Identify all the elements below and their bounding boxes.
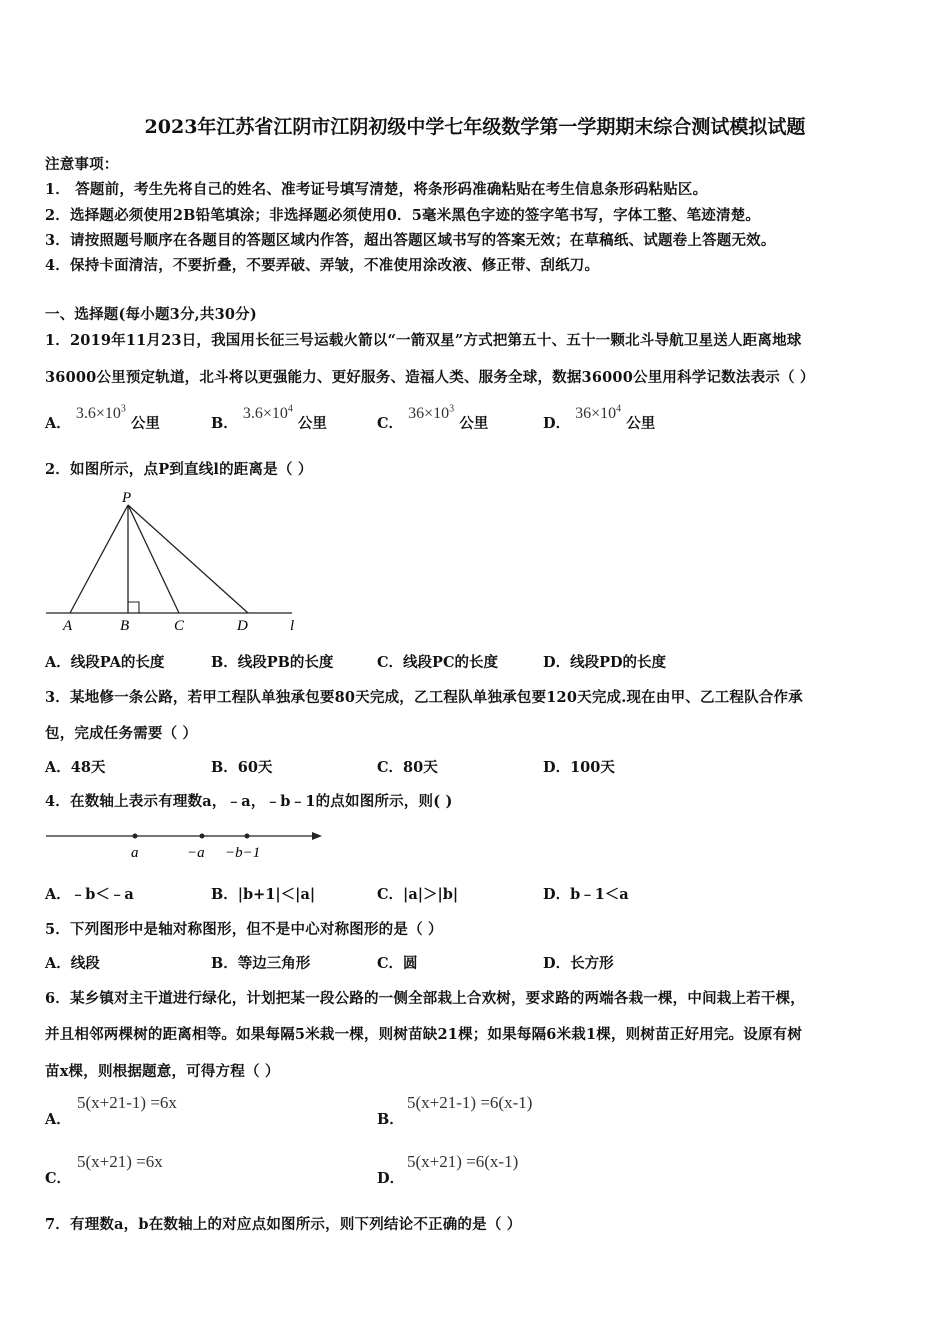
option-exp: 4 — [616, 403, 622, 415]
point-neg-a — [200, 834, 205, 839]
question-2-stem: 2．如图所示，点P到直线l的距离是（ ） — [45, 461, 313, 478]
question-6-stem: 6．某乡镇对主干道进行绿化，计划把某一段公路的一侧全部栽上合欢树，要求路的两端各栽一棵，中间栽上若干棵， — [45, 990, 805, 1007]
label-b: B — [120, 618, 130, 634]
notice-item: 3．请按照题号顺序在各题目的答题区域内作答，超出答题区域书写的答案无效；在草稿纸、试题卷上答题无效。 — [45, 232, 776, 249]
option-6d-equation: 5(x+21) =6(x-1) — [407, 1152, 519, 1171]
option-4b: B．|b+1|＜|a| — [211, 886, 316, 903]
question-5-stem: 5．下列图形中是轴对称图形，但不是中心对称图形的是（ ） — [45, 921, 443, 938]
question-6-stem: 并且相邻两棵树的距离相等。如果每隔5米栽一棵，则树苗缺21棵；如果每隔6米栽1棵，则树苗正好用完。设原有树 — [45, 1026, 803, 1043]
option-1d — [543, 403, 656, 433]
option-5a: A．线段 — [45, 955, 100, 972]
option-6c-equation: 5(x+21) =6x — [77, 1152, 163, 1171]
question-6-stem: 苗x棵，则根据题意，可得方程（ ） — [45, 1063, 280, 1080]
segment-pa — [70, 505, 128, 613]
option-3b: B．60天 — [211, 759, 273, 776]
option-2a: A．线段PA的长度 — [45, 654, 165, 671]
point-a — [133, 834, 138, 839]
label-neg-b-1: −b−1 — [225, 845, 261, 861]
option-math — [243, 405, 293, 422]
option-unit: 公里 — [130, 415, 160, 432]
option-exp: 3 — [120, 403, 126, 415]
segment-pd — [128, 505, 248, 613]
option-exp: 4 — [287, 403, 293, 415]
option-2b: B．线段PB的长度 — [211, 654, 334, 671]
notice-item: 1． 答题前，考生先将自己的姓名、准考证号填写清楚，将条形码准确粘贴在考生信息条形码粘贴区。 — [45, 181, 708, 198]
option-4a: A．﹣b＜﹣a — [45, 886, 134, 903]
question-1-stem: 1．2019年11月23日，我国用长征三号运载火箭以“一箭双星”方式把第五十、五十一颗北斗导航卫星送人距离地球 — [45, 332, 802, 349]
notice-heading: 注意事项： — [45, 156, 119, 173]
option-4c: C．|a|＞|b| — [377, 886, 459, 903]
option-4d: D．b﹣1＜a — [543, 886, 629, 903]
notice-item: 2．选择题必须使用2B铅笔填涂；非选择题必须使用0．5毫米黑色字迹的签字笔书写，字体工整、笔迹清楚。 — [45, 207, 761, 224]
option-6b-equation: 5(x+21-1) =6(x-1) — [407, 1093, 533, 1112]
notice-item: 4．保持卡面清洁，不要折叠，不要弄破、弄皱，不准使用涂改液、修正带、刮纸刀。 — [45, 257, 600, 274]
option-label: C． — [377, 415, 404, 432]
segment-pc — [128, 505, 179, 613]
option-coef: 3.6×10 — [75, 405, 121, 422]
question-3-stem: 3．某地修一条公路，若甲工程队单独承包要80天完成，乙工程队单独承包要120天完成.现在由甲、乙工程队合作承 — [45, 689, 803, 706]
option-math — [76, 405, 126, 422]
option-3d: D．100天 — [543, 759, 615, 776]
section-heading: 一、选择题(每小题3分,共30分) — [45, 306, 257, 323]
label-p: P — [122, 490, 132, 506]
option-2c: C．线段PC的长度 — [377, 654, 498, 671]
option-6a-label: A． — [45, 1111, 71, 1128]
option-coef: 36×10 — [575, 405, 617, 422]
question-4-stem: 4．在数轴上表示有理数a，﹣a，﹣b﹣1的点如图所示，则( ) — [45, 793, 453, 810]
triangle-figure — [44, 488, 300, 636]
question-3-stem: 包，完成任务需要（ ） — [45, 725, 198, 742]
option-label: D． — [543, 415, 571, 432]
label-d: D — [237, 618, 248, 634]
option-5d: D．长方形 — [543, 955, 614, 972]
label-neg-a: −a — [187, 845, 205, 861]
question-1-stem: 36000公里预定轨道，北斗将以更强能力、更好服务、造福人类、服务全球，数据36000公里用科学记数法表示（ ） — [45, 369, 815, 386]
point-neg-b-1 — [245, 834, 250, 839]
option-math — [575, 405, 621, 422]
label-a: a — [131, 845, 139, 861]
option-2d: D．线段PD的长度 — [543, 654, 667, 671]
option-math — [408, 405, 454, 422]
option-coef: 36×10 — [408, 405, 450, 422]
option-3a: A．48天 — [45, 759, 106, 776]
option-label: B． — [211, 415, 238, 432]
page-title: 2023年江苏省江阴市江阴初级中学七年级数学第一学期期末综合测试模拟试题 — [144, 116, 806, 138]
option-unit: 公里 — [297, 415, 327, 432]
option-1c — [377, 403, 489, 433]
option-5b: B．等边三角形 — [211, 955, 311, 972]
option-6b-label: B． — [377, 1111, 404, 1128]
option-exp: 3 — [449, 403, 455, 415]
number-line-figure — [44, 824, 326, 864]
option-1b — [211, 403, 327, 433]
option-5c: C．圆 — [377, 955, 418, 972]
option-1a — [45, 403, 160, 433]
label-c: C — [174, 618, 185, 634]
option-label: A． — [45, 415, 71, 432]
question-7-stem: 7．有理数a，b在数轴上的对应点如图所示，则下列结论不正确的是（ ） — [45, 1216, 522, 1233]
option-unit: 公里 — [459, 415, 489, 432]
arrow-icon — [312, 832, 322, 840]
option-unit: 公里 — [626, 415, 656, 432]
option-6a-equation: 5(x+21-1) =6x — [77, 1093, 177, 1112]
option-coef: 3.6×10 — [242, 405, 288, 422]
option-6c-label: C． — [45, 1170, 72, 1187]
label-l: l — [290, 618, 295, 634]
label-a: A — [63, 618, 73, 634]
option-3c: C．80天 — [377, 759, 438, 776]
option-6d-label: D． — [377, 1170, 405, 1187]
right-angle-mark — [128, 602, 139, 613]
